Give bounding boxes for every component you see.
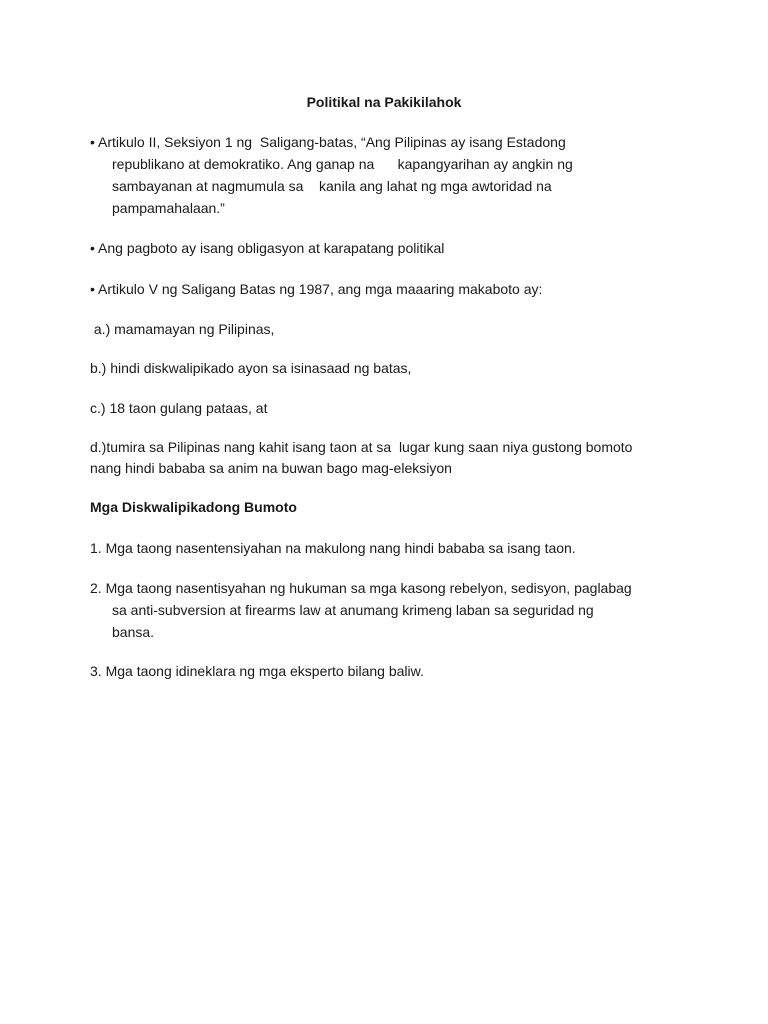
disqualified-item-1: 1. Mga taong nasentensiyahan na makulong nang hindi bababa sa isang taon. [90,540,576,556]
bullet-1-line-2: republikano at demokratiko. Ang ganap na kapangyarihan ay angkin ng [112,156,573,172]
bullet-constitution-article-5: • Artikulo V ng Saligang Batas ng 1987, ang mga maaaring makaboto ay: [90,281,543,297]
disqualified-item-2-line-1: 2. Mga taong nasentisyahan ng hukuman sa mga kasong rebelyon, sedisyon, paglabag [90,580,632,596]
qualification-b: b.) hindi diskwalipikado ayon sa isinasaad ng batas, [90,360,412,376]
bullet-1-line-4: pampamahalaan.” [112,200,225,216]
document-title: Politikal na Pakikilahok [306,94,462,110]
disqualified-item-3: 3. Mga taong idineklara ng mga eksperto bilang baliw. [90,663,424,679]
qualification-d-line-2: nang hindi bababa sa anim na buwan bago mag-eleksiyon [90,460,452,476]
qualification-c: c.) 18 taon gulang pataas, at [90,400,268,416]
bullet-1-line-3: sambayanan at nagmumula sa kanila ang lahat ng mga awtoridad na [112,178,552,194]
bullet-1-line-1: • Artikulo II, Seksiyon 1 ng Saligang-batas, “Ang Pilipinas ay isang Estadong [90,134,566,150]
disqualified-item-2-line-2: sa anti-subversion at firearms law at anumang krimeng laban sa seguridad ng [112,602,594,618]
bullet-voting-obligation: • Ang pagboto ay isang obligasyon at karapatang politikal [90,240,445,256]
section-heading-disqualified: Mga Diskwalipikadong Bumoto [90,499,297,515]
qualification-a: a.) mamamayan ng Pilipinas, [90,321,275,337]
qualification-d-line-1: d.)tumira sa Pilipinas nang kahit isang taon at sa lugar kung saan niya gustong bomoto [90,439,633,455]
disqualified-item-2-line-3: bansa. [112,624,155,640]
